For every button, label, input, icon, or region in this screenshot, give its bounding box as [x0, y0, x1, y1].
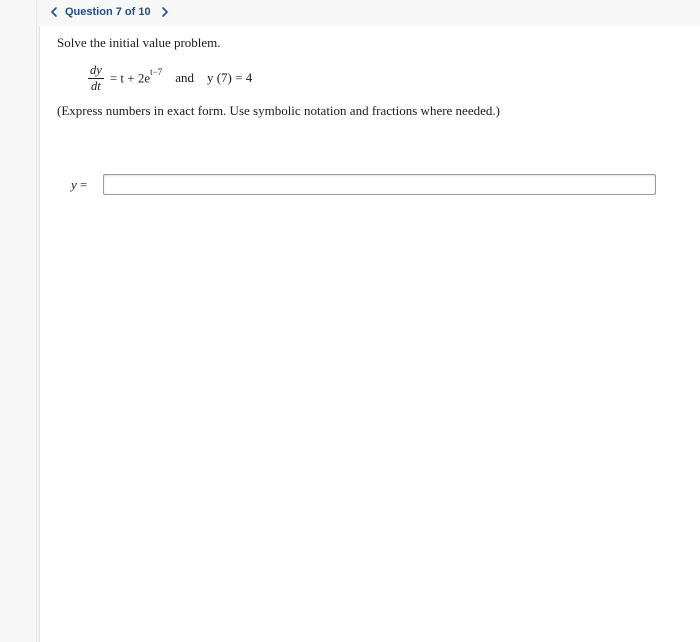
answer-label-equals: = [80, 177, 88, 192]
answer-label-variable: y [71, 177, 77, 192]
initial-condition: y (7) = 4 [206, 70, 253, 85]
equation-rhs-exponent: t−7 [150, 67, 163, 78]
question-navigator [47, 3, 172, 21]
problem-prompt: Solve the initial value problem. [57, 35, 221, 50]
fraction-numerator: dy [90, 62, 102, 77]
derivative-fraction [88, 64, 104, 93]
left-rail [0, 0, 37, 642]
equation-rhs [110, 69, 162, 86]
equation-connector: and [175, 70, 194, 85]
chevron-left-icon [50, 7, 58, 17]
differential-equation [88, 63, 252, 93]
answer-label [71, 177, 87, 193]
question-counter: Question 7 of 10 [65, 6, 151, 18]
equation-rhs-prefix: = t + 2e [109, 70, 151, 86]
fraction-denominator: dt [91, 78, 101, 93]
prev-question-button[interactable] [47, 4, 61, 20]
answer-input[interactable] [103, 174, 656, 195]
answer-instructions: (Express numbers in exact form. Use symbolic notation and fractions where needed.) [57, 103, 500, 118]
chevron-right-icon [161, 7, 169, 17]
next-question-button[interactable] [158, 4, 172, 20]
